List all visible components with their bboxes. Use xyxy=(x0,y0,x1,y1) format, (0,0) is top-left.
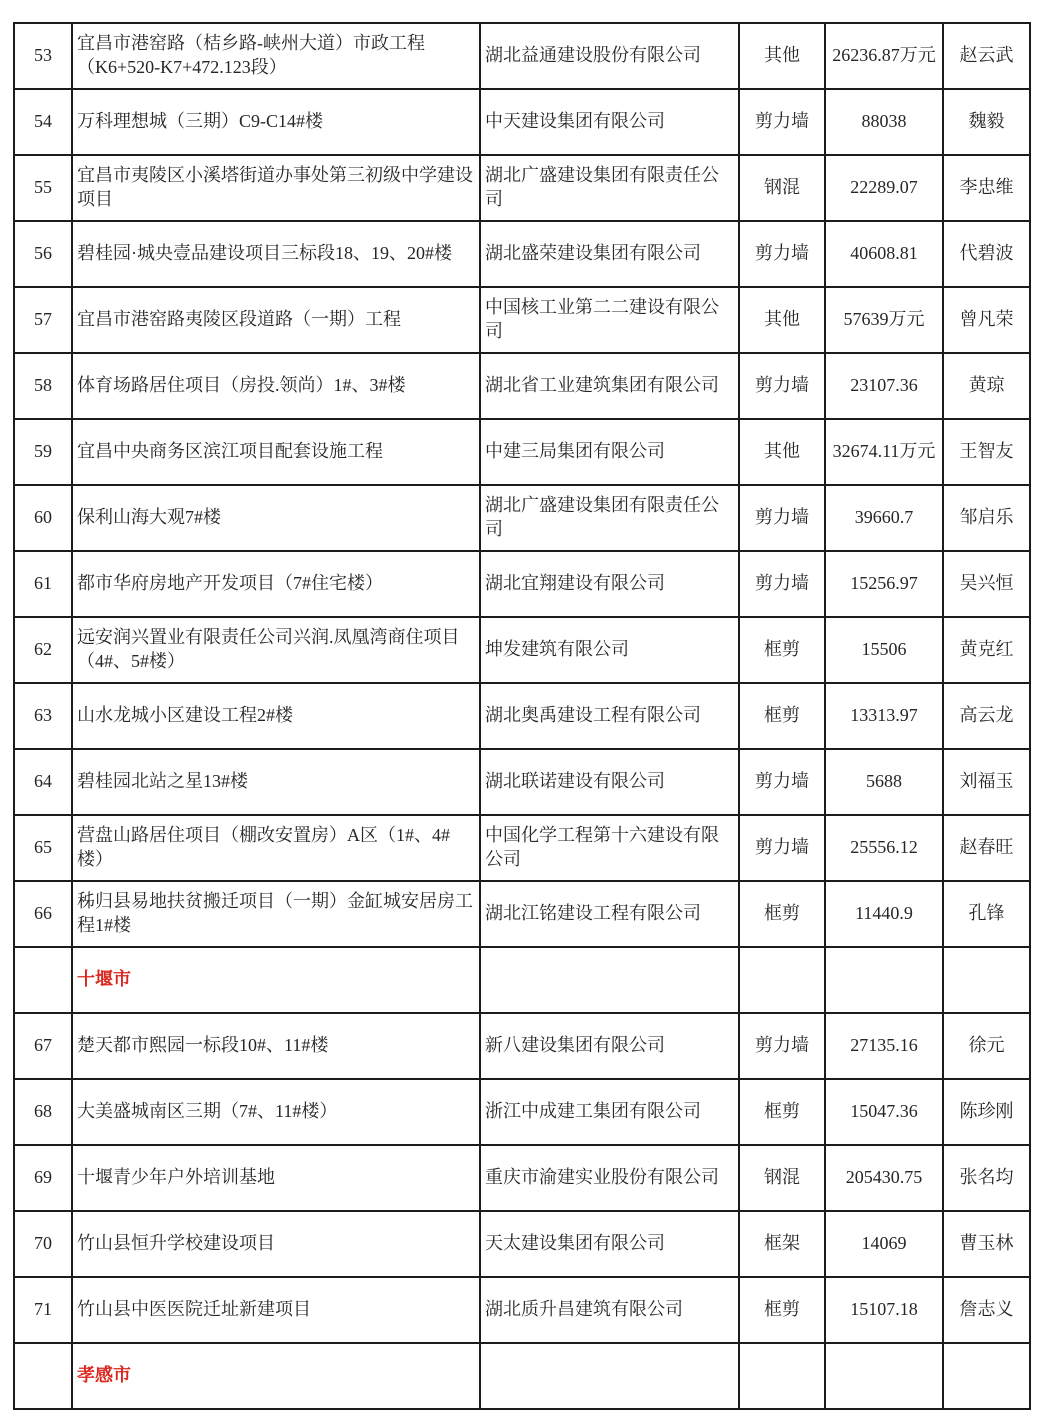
table-body xyxy=(14,23,1030,1409)
project-cell: 宜昌市夷陵区小溪塔街道办事处第三初级中学建设项目 xyxy=(72,155,480,221)
manager-cell: 刘福玉 xyxy=(943,749,1030,815)
project-cell: 楚天都市熙园一标段10#、11#楼 xyxy=(72,1013,480,1079)
manager-cell-empty xyxy=(943,947,1030,1013)
company-cell: 湖北广盛建设集团有限责任公司 xyxy=(480,155,739,221)
structure-cell: 框剪 xyxy=(739,617,825,683)
company-cell: 重庆市渝建实业股份有限公司 xyxy=(480,1145,739,1211)
area-cell: 25556.12 xyxy=(825,815,943,881)
row-number-cell: 67 xyxy=(14,1013,72,1079)
table-row xyxy=(14,815,1030,881)
project-cell: 远安润兴置业有限责任公司兴润.凤凰湾商住项目（4#、5#楼） xyxy=(72,617,480,683)
project-cell: 大美盛城南区三期（7#、11#楼） xyxy=(72,1079,480,1145)
table-row xyxy=(14,749,1030,815)
area-cell-empty xyxy=(825,1343,943,1409)
section-row xyxy=(14,1343,1030,1409)
project-cell: 万科理想城（三期）C9-C14#楼 xyxy=(72,89,480,155)
manager-cell: 曾凡荣 xyxy=(943,287,1030,353)
row-number-cell: 66 xyxy=(14,881,72,947)
table-row xyxy=(14,485,1030,551)
project-cell: 碧桂园北站之星13#楼 xyxy=(72,749,480,815)
company-cell: 中国化学工程第十六建设有限公司 xyxy=(480,815,739,881)
area-cell: 205430.75 xyxy=(825,1145,943,1211)
manager-cell: 孔锋 xyxy=(943,881,1030,947)
area-cell: 88038 xyxy=(825,89,943,155)
area-cell: 15047.36 xyxy=(825,1079,943,1145)
project-cell: 体育场路居住项目（房投.领尚）1#、3#楼 xyxy=(72,353,480,419)
project-cell: 秭归县易地扶贫搬迁项目（一期）金缸城安居房工程1#楼 xyxy=(72,881,480,947)
structure-cell: 剪力墙 xyxy=(739,485,825,551)
row-number-cell: 53 xyxy=(14,23,72,89)
area-cell: 5688 xyxy=(825,749,943,815)
structure-cell: 框剪 xyxy=(739,1079,825,1145)
area-cell: 23107.36 xyxy=(825,353,943,419)
section-label: 十堰市 xyxy=(72,947,480,1013)
company-cell: 湖北联诺建设有限公司 xyxy=(480,749,739,815)
manager-cell: 陈珍刚 xyxy=(943,1079,1030,1145)
company-cell: 湖北盛荣建设集团有限公司 xyxy=(480,221,739,287)
row-number-cell: 64 xyxy=(14,749,72,815)
row-number-cell: 69 xyxy=(14,1145,72,1211)
area-cell: 11440.9 xyxy=(825,881,943,947)
company-cell: 湖北江铭建设工程有限公司 xyxy=(480,881,739,947)
table-row xyxy=(14,551,1030,617)
table-row xyxy=(14,419,1030,485)
area-cell: 13313.97 xyxy=(825,683,943,749)
company-cell-empty xyxy=(480,1343,739,1409)
row-number-cell: 65 xyxy=(14,815,72,881)
table-row xyxy=(14,89,1030,155)
row-number-cell: 61 xyxy=(14,551,72,617)
row-number-cell: 60 xyxy=(14,485,72,551)
structure-cell-empty xyxy=(739,947,825,1013)
company-cell: 新八建设集团有限公司 xyxy=(480,1013,739,1079)
row-number-cell-empty xyxy=(14,1343,72,1409)
manager-cell: 詹志义 xyxy=(943,1277,1030,1343)
manager-cell: 曹玉林 xyxy=(943,1211,1030,1277)
row-number-cell: 70 xyxy=(14,1211,72,1277)
area-cell: 57639万元 xyxy=(825,287,943,353)
manager-cell: 邹启乐 xyxy=(943,485,1030,551)
company-cell: 中建三局集团有限公司 xyxy=(480,419,739,485)
table-row xyxy=(14,881,1030,947)
project-cell: 保利山海大观7#楼 xyxy=(72,485,480,551)
structure-cell-empty xyxy=(739,1343,825,1409)
table-row xyxy=(14,287,1030,353)
row-number-cell: 62 xyxy=(14,617,72,683)
section-row xyxy=(14,947,1030,1013)
row-number-cell: 71 xyxy=(14,1277,72,1343)
row-number-cell-empty xyxy=(14,947,72,1013)
area-cell: 40608.81 xyxy=(825,221,943,287)
structure-cell: 框剪 xyxy=(739,1277,825,1343)
manager-cell: 徐元 xyxy=(943,1013,1030,1079)
structure-cell: 剪力墙 xyxy=(739,89,825,155)
project-cell: 碧桂园·城央壹品建设项目三标段18、19、20#楼 xyxy=(72,221,480,287)
manager-cell: 黄克红 xyxy=(943,617,1030,683)
area-cell: 27135.16 xyxy=(825,1013,943,1079)
table-row xyxy=(14,155,1030,221)
company-cell: 浙江中成建工集团有限公司 xyxy=(480,1079,739,1145)
manager-cell: 黄琼 xyxy=(943,353,1030,419)
projects-table xyxy=(13,22,1031,1410)
row-number-cell: 59 xyxy=(14,419,72,485)
company-cell-empty xyxy=(480,947,739,1013)
company-cell: 湖北质升昌建筑有限公司 xyxy=(480,1277,739,1343)
project-cell: 竹山县恒升学校建设项目 xyxy=(72,1211,480,1277)
row-number-cell: 54 xyxy=(14,89,72,155)
structure-cell: 钢混 xyxy=(739,155,825,221)
area-cell: 15107.18 xyxy=(825,1277,943,1343)
section-label: 孝感市 xyxy=(72,1343,480,1409)
table-row xyxy=(14,1079,1030,1145)
structure-cell: 框架 xyxy=(739,1211,825,1277)
area-cell: 15506 xyxy=(825,617,943,683)
manager-cell: 魏毅 xyxy=(943,89,1030,155)
structure-cell: 剪力墙 xyxy=(739,353,825,419)
table-row xyxy=(14,221,1030,287)
area-cell: 22289.07 xyxy=(825,155,943,221)
structure-cell: 其他 xyxy=(739,23,825,89)
manager-cell: 高云龙 xyxy=(943,683,1030,749)
table-row xyxy=(14,1013,1030,1079)
row-number-cell: 68 xyxy=(14,1079,72,1145)
company-cell: 湖北宜翔建设有限公司 xyxy=(480,551,739,617)
row-number-cell: 57 xyxy=(14,287,72,353)
project-cell: 十堰青少年户外培训基地 xyxy=(72,1145,480,1211)
company-cell: 中国核工业第二二建设有限公司 xyxy=(480,287,739,353)
structure-cell: 钢混 xyxy=(739,1145,825,1211)
structure-cell: 剪力墙 xyxy=(739,221,825,287)
row-number-cell: 55 xyxy=(14,155,72,221)
company-cell: 天太建设集团有限公司 xyxy=(480,1211,739,1277)
area-cell: 39660.7 xyxy=(825,485,943,551)
table-row xyxy=(14,1145,1030,1211)
company-cell: 湖北奥禹建设工程有限公司 xyxy=(480,683,739,749)
company-cell: 湖北益通建设股份有限公司 xyxy=(480,23,739,89)
row-number-cell: 58 xyxy=(14,353,72,419)
company-cell: 中天建设集团有限公司 xyxy=(480,89,739,155)
structure-cell: 其他 xyxy=(739,419,825,485)
structure-cell: 剪力墙 xyxy=(739,551,825,617)
company-cell: 湖北广盛建设集团有限责任公司 xyxy=(480,485,739,551)
area-cell-empty xyxy=(825,947,943,1013)
structure-cell: 其他 xyxy=(739,287,825,353)
project-cell: 竹山县中医医院迁址新建项目 xyxy=(72,1277,480,1343)
manager-cell: 王智友 xyxy=(943,419,1030,485)
manager-cell-empty xyxy=(943,1343,1030,1409)
manager-cell: 赵春旺 xyxy=(943,815,1030,881)
project-cell: 山水龙城小区建设工程2#楼 xyxy=(72,683,480,749)
area-cell: 26236.87万元 xyxy=(825,23,943,89)
table-row xyxy=(14,353,1030,419)
project-cell: 宜昌中央商务区滨江项目配套设施工程 xyxy=(72,419,480,485)
project-cell: 宜昌市港窑路夷陵区段道路（一期）工程 xyxy=(72,287,480,353)
project-cell: 都市华府房地产开发项目（7#住宅楼） xyxy=(72,551,480,617)
table-row xyxy=(14,23,1030,89)
structure-cell: 剪力墙 xyxy=(739,815,825,881)
area-cell: 15256.97 xyxy=(825,551,943,617)
project-cell: 营盘山路居住项目（棚改安置房）A区（1#、4#楼） xyxy=(72,815,480,881)
manager-cell: 李忠维 xyxy=(943,155,1030,221)
table-row xyxy=(14,1211,1030,1277)
project-cell: 宜昌市港窑路（桔乡路-峡州大道）市政工程（K6+520-K7+472.123段） xyxy=(72,23,480,89)
structure-cell: 剪力墙 xyxy=(739,749,825,815)
area-cell: 14069 xyxy=(825,1211,943,1277)
company-cell: 坤发建筑有限公司 xyxy=(480,617,739,683)
manager-cell: 张名均 xyxy=(943,1145,1030,1211)
manager-cell: 赵云武 xyxy=(943,23,1030,89)
structure-cell: 框剪 xyxy=(739,683,825,749)
manager-cell: 吴兴恒 xyxy=(943,551,1030,617)
company-cell: 湖北省工业建筑集团有限公司 xyxy=(480,353,739,419)
structure-cell: 剪力墙 xyxy=(739,1013,825,1079)
row-number-cell: 63 xyxy=(14,683,72,749)
table-row xyxy=(14,617,1030,683)
manager-cell: 代碧波 xyxy=(943,221,1030,287)
table-row xyxy=(14,1277,1030,1343)
row-number-cell: 56 xyxy=(14,221,72,287)
structure-cell: 框剪 xyxy=(739,881,825,947)
table-row xyxy=(14,683,1030,749)
area-cell: 32674.11万元 xyxy=(825,419,943,485)
